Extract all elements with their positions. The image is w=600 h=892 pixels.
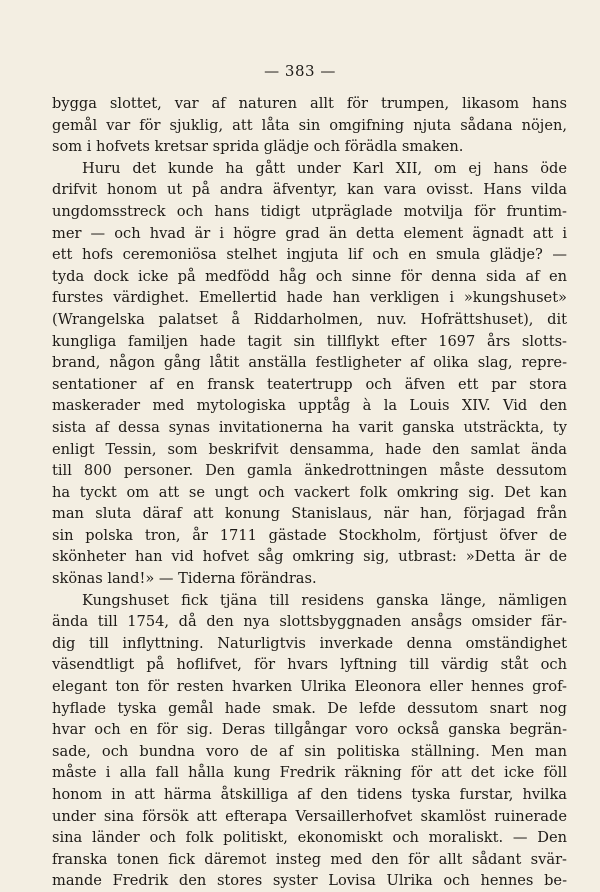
text-line: till 800 personer. Den gamla änkedrottningen måste dessutom	[52, 462, 567, 480]
text-line: Huru det kunde ha gått under Karl XII, om ej hans öde	[82, 159, 567, 177]
text-line: brand, någon gång låtit anställa festligheter af olika slag, repre-	[52, 354, 567, 372]
text-line: väsendtligt på hoflifvet, för hvars lyftning till värdig ståt och	[52, 656, 567, 674]
text-line: Kungshuset fick tjäna till residens ganska länge, nämligen	[82, 591, 567, 609]
text-line: maskerader med mytologiska upptåg à la Louis XIV. Vid den	[52, 397, 567, 415]
text-line: sin polska tron, år 1711 gästade Stockholm, förtjust öfver de	[52, 526, 567, 544]
text-line: mande Fredrik den stores syster Lovisa Ulrika och hennes be-	[52, 872, 567, 890]
text-line: ett hofs ceremoniösa stelhet ingjuta lif och en smula glädje? —	[52, 246, 567, 264]
page-number: — 383 —	[264, 62, 336, 80]
text-line: tyda dock icke på medfödd håg och sinne för denna sida af en	[52, 267, 567, 285]
text-line: kungliga familjen hade tagit sin tillflykt efter 1697 års slotts-	[52, 332, 567, 350]
text-line: dig till inflyttning. Naturligtvis inverkade denna omständighet	[52, 634, 567, 652]
body-text	[52, 93, 567, 892]
text-line: drifvit honom ut på andra äfventyr, kan vara ovisst. Hans vilda	[52, 181, 567, 199]
text-line: honom in att härma åtskilliga af den tidens tyska furstar, hvilka	[52, 786, 567, 803]
text-line: under sina försök att efterapa Versaillerhofvet skamlöst ruinerade	[52, 807, 567, 825]
text-line: ungdomsstreck och hans tidigt utpräglade motvilja för fruntim-	[52, 202, 567, 220]
text-line: sentationer af en fransk teatertrupp och äfven ett par stora	[52, 375, 567, 393]
text-line: mer — och hvad är i högre grad än detta element ägnadt att i	[52, 224, 567, 242]
text-line: skönheter han vid hofvet såg omkring sig, utbrast: »Detta är de	[52, 548, 567, 566]
text-line: hvar och en för sig. Deras tillgångar voro också ganska begrän-	[52, 721, 567, 739]
text-line: skönas land!» — Tiderna förändras.	[52, 570, 317, 588]
text-line: måste i alla fall hålla kung Fredrik räkning för att det icke föll	[52, 764, 567, 782]
text-line: elegant ton för resten hvarken Ulrika Eleonora eller hennes grof-	[52, 678, 567, 696]
text-line: franska tonen fick däremot insteg med den för allt sådant svär-	[52, 850, 567, 868]
text-line: hyflade tyska gemål hade smak. De lefde dessutom snart nog	[52, 699, 567, 717]
text-line: som i hofvets kretsar sprida glädje och förädla smaken.	[52, 138, 464, 156]
text-line: enligt Tessin, som beskrifvit densamma, hade den samlat ända	[52, 440, 567, 458]
text-line: sista af dessa synas invitationerna ha varit ganska utsträckta, ty	[52, 418, 567, 436]
text-line: ha tyckt om att se ungt och vackert folk omkring sig. Det kan	[52, 483, 567, 501]
text-line: man sluta däraf att konung Stanislaus, när han, förjagad från	[52, 505, 567, 523]
text-line: gemål var för sjuklig, att låta sin omgifning njuta sådana nöjen,	[52, 116, 567, 134]
text-line: bygga slottet, var af naturen allt för trumpen, likasom hans	[52, 95, 567, 112]
text-line: sade, och bundna voro de af sin politiska ställning. Men man	[52, 742, 567, 760]
text-line: furstes värdighet. Emellertid hade han verkligen i »kungshuset»	[52, 289, 567, 307]
text-line: ända till 1754, då den nya slottsbyggnaden ansågs omsider fär-	[52, 613, 567, 631]
text-line: (Wrangelska palatset å Riddarholmen, nuv. Hofrättshuset), dit	[52, 310, 567, 328]
text-line: sina länder och folk politiskt, ekonomiskt och moraliskt. — Den	[52, 829, 567, 847]
